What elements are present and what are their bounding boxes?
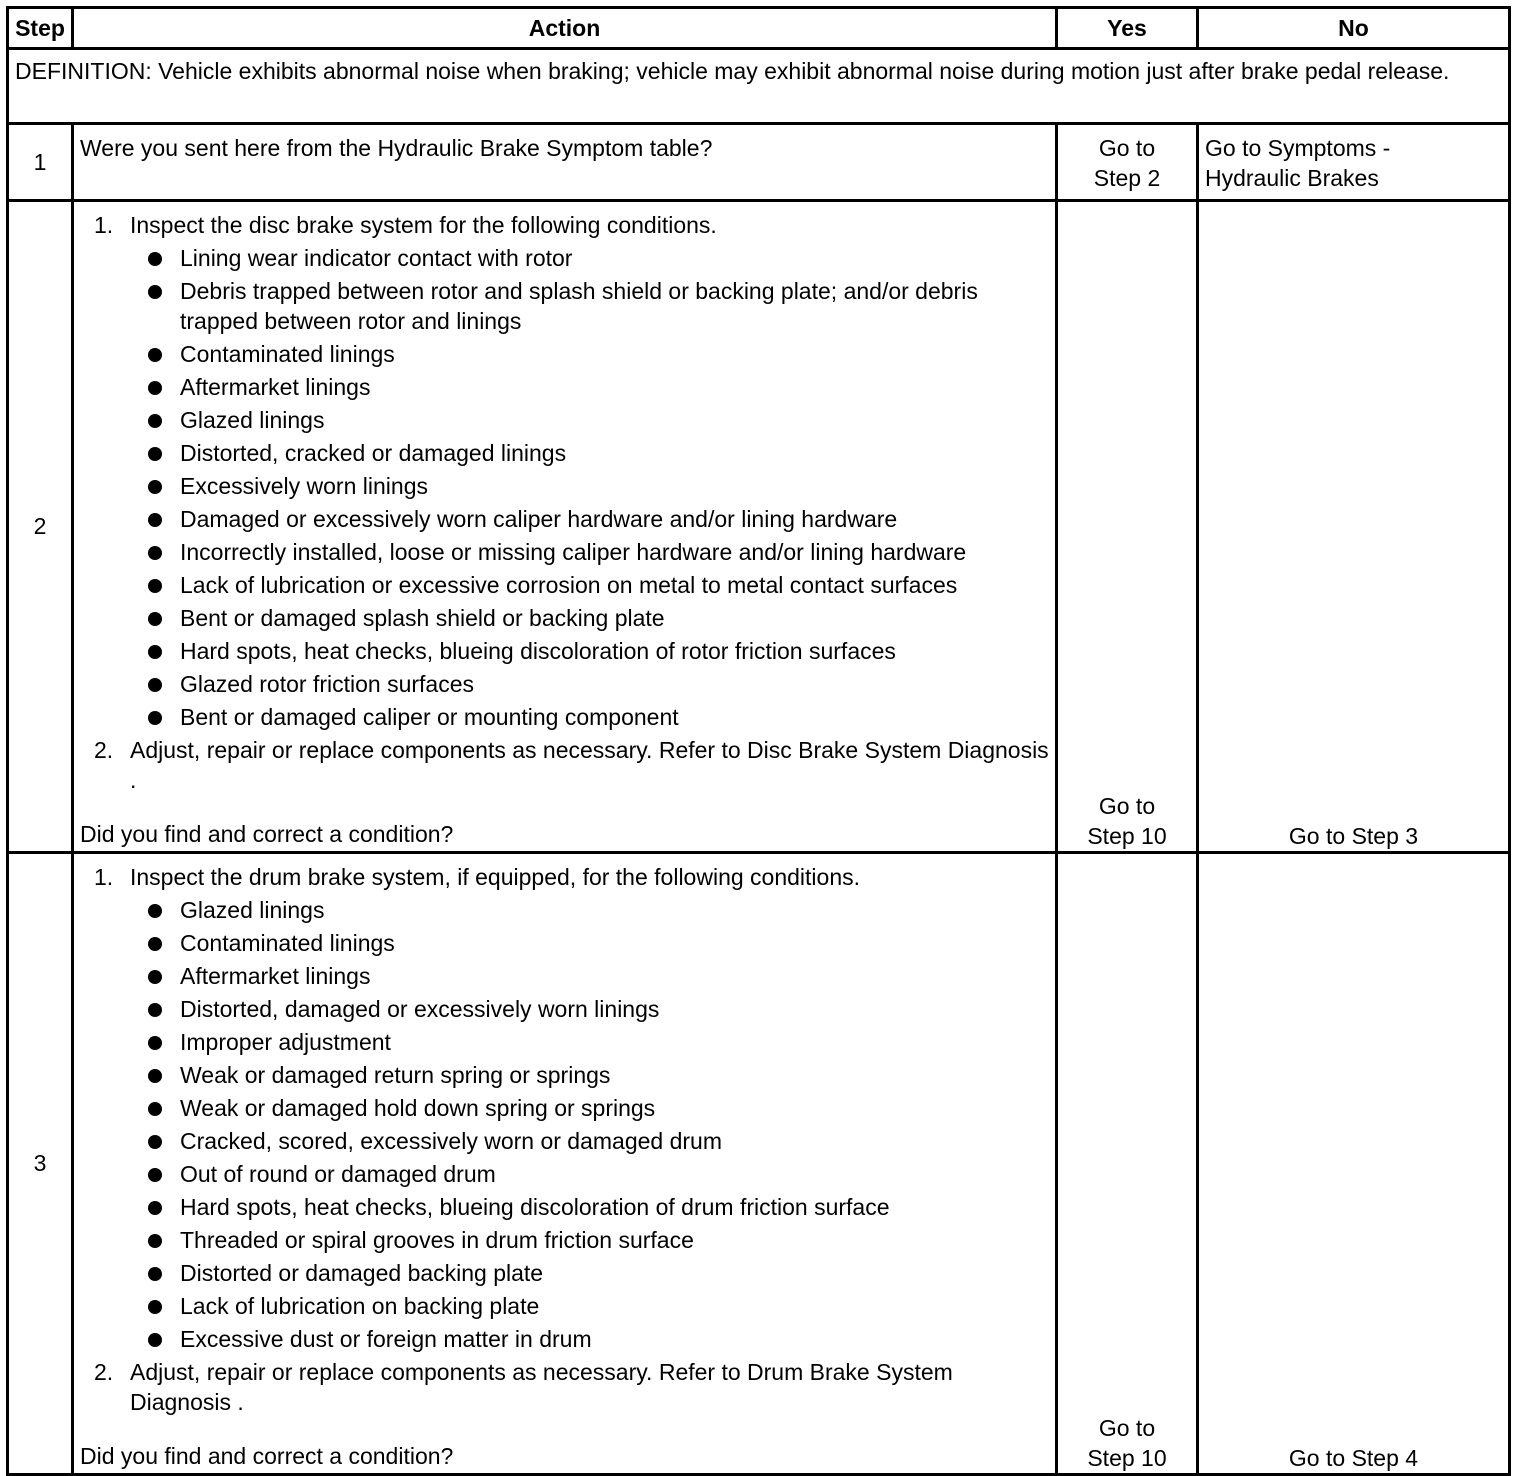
condition-text: Damaged or excessively worn caliper hardware and/or lining hardware — [180, 506, 898, 532]
bullet-icon — [148, 612, 162, 626]
bullet-icon — [148, 937, 162, 951]
step-number: 2 — [8, 201, 73, 853]
condition-text: Aftermarket linings — [180, 374, 371, 400]
condition-text: Weak or damaged hold down spring or springs — [180, 1095, 656, 1121]
header-no: No — [1198, 8, 1510, 49]
instruction-text: Inspect the drum brake system, if equipped, for the following conditions. — [130, 864, 861, 890]
instruction-number: 2. — [94, 1359, 114, 1385]
condition-item — [130, 504, 1049, 534]
action-text: Were you sent here from the Hydraulic Brake Symptom table? — [73, 124, 1057, 201]
condition-text: Hard spots, heat checks, blueing discoloration of drum friction surface — [180, 1194, 890, 1220]
instruction-text: Inspect the disc brake system for the following conditions. — [130, 212, 717, 238]
bullet-icon — [148, 285, 162, 299]
instruction-item — [80, 210, 1049, 732]
condition-item — [130, 570, 1049, 600]
bullet-icon — [148, 678, 162, 692]
instruction-text: Adjust, repair or replace components as necessary. Refer to Drum Brake System Diagnosis . — [130, 1359, 953, 1415]
instruction-list — [80, 210, 1049, 795]
bullet-icon — [148, 579, 162, 593]
condition-text: Threaded or spiral grooves in drum friction surface — [180, 1227, 694, 1253]
bullet-icon — [148, 970, 162, 984]
condition-text: Distorted, cracked or damaged linings — [180, 440, 567, 466]
condition-item — [130, 405, 1049, 435]
bullet-icon — [148, 1168, 162, 1182]
bullet-icon — [148, 645, 162, 659]
instruction-number: 2. — [94, 737, 114, 763]
condition-text: Bent or damaged splash shield or backing plate — [180, 605, 665, 631]
condition-text: Bent or damaged caliper or mounting component — [180, 704, 679, 730]
condition-item — [130, 603, 1049, 633]
condition-text: Improper adjustment — [180, 1029, 391, 1055]
condition-item — [130, 895, 1049, 925]
instruction-number: 1. — [94, 212, 114, 238]
yes-result: Go to Step 10 — [1057, 201, 1198, 853]
condition-item — [130, 537, 1049, 567]
condition-item — [130, 1093, 1049, 1123]
condition-list — [130, 895, 1049, 1354]
condition-text: Glazed linings — [180, 897, 325, 923]
condition-text: Lack of lubrication on backing plate — [180, 1293, 540, 1319]
condition-text: Aftermarket linings — [180, 963, 371, 989]
condition-text: Debris trapped between rotor and splash shield or backing plate; and/or debris trapped between rotor and linings — [180, 278, 978, 334]
condition-item — [130, 276, 1049, 336]
condition-item — [130, 994, 1049, 1024]
action-cell — [73, 201, 1057, 853]
diagnostic-table — [6, 6, 1511, 1476]
step-number: 1 — [8, 124, 73, 201]
condition-item — [130, 243, 1049, 273]
step-number: 3 — [8, 853, 73, 1475]
bullet-icon — [148, 711, 162, 725]
instruction-text: Adjust, repair or replace components as necessary. Refer to Disc Brake System Diagnosis . — [130, 737, 1049, 793]
condition-text: Lack of lubrication or excessive corrosion on metal to metal contact surfaces — [180, 572, 958, 598]
condition-text: Weak or damaged return spring or springs — [180, 1062, 611, 1088]
condition-text: Contaminated linings — [180, 930, 395, 956]
bullet-icon — [148, 252, 162, 266]
condition-item — [130, 438, 1049, 468]
condition-text: Excessive dust or foreign matter in drum — [180, 1326, 592, 1352]
bullet-icon — [148, 1300, 162, 1314]
yes-result: Go to Step 10 — [1057, 853, 1198, 1475]
no-result: Go to Step 4 — [1198, 853, 1510, 1475]
condition-text: Cracked, scored, excessively worn or damaged drum — [180, 1128, 723, 1154]
instruction-list — [80, 862, 1049, 1417]
bullet-icon — [148, 1234, 162, 1248]
condition-item — [130, 961, 1049, 991]
bullet-icon — [148, 480, 162, 494]
condition-list — [130, 243, 1049, 732]
condition-text: Glazed linings — [180, 407, 325, 433]
definition-row — [8, 49, 1510, 124]
question-text: Did you find and correct a condition? — [80, 821, 454, 847]
condition-item — [130, 339, 1049, 369]
condition-text: Contaminated linings — [180, 341, 395, 367]
bullet-icon — [148, 1333, 162, 1347]
header-action: Action — [73, 8, 1057, 49]
question-text: Did you find and correct a condition? — [80, 1443, 454, 1469]
definition-text: DEFINITION: Vehicle exhibits abnormal noise when braking; vehicle may exhibit abnormal noise during motion just after brake pedal release. — [8, 49, 1510, 124]
bullet-icon — [148, 414, 162, 428]
condition-text: Excessively worn linings — [180, 473, 428, 499]
bullet-icon — [148, 546, 162, 560]
bullet-icon — [148, 1201, 162, 1215]
instruction-item — [80, 862, 1049, 1354]
condition-text: Distorted or damaged backing plate — [180, 1260, 544, 1286]
condition-item — [130, 702, 1049, 732]
header-row — [8, 8, 1510, 49]
condition-item — [130, 1126, 1049, 1156]
condition-text: Distorted, damaged or excessively worn linings — [180, 996, 660, 1022]
condition-item — [130, 669, 1049, 699]
action-cell — [73, 853, 1057, 1475]
condition-item — [130, 1225, 1049, 1255]
header-yes: Yes — [1057, 8, 1198, 49]
bullet-icon — [148, 447, 162, 461]
bullet-icon — [148, 904, 162, 918]
instruction-number: 1. — [94, 864, 114, 890]
bullet-icon — [148, 1036, 162, 1050]
condition-text: Hard spots, heat checks, blueing discoloration of rotor friction surfaces — [180, 638, 896, 664]
table-row-step-2 — [8, 201, 1510, 853]
condition-text: Incorrectly installed, loose or missing caliper hardware and/or lining hardware — [180, 539, 967, 565]
bullet-icon — [148, 348, 162, 362]
table-row-step-1 — [8, 124, 1510, 201]
header-step: Step — [8, 8, 73, 49]
bullet-icon — [148, 1102, 162, 1116]
bullet-icon — [148, 1069, 162, 1083]
instruction-item — [80, 1357, 1049, 1417]
condition-item — [130, 1192, 1049, 1222]
condition-item — [130, 1291, 1049, 1321]
condition-item — [130, 1324, 1049, 1354]
instruction-item — [80, 735, 1049, 795]
yes-result: Go to Step 2 — [1057, 124, 1198, 201]
condition-item — [130, 1027, 1049, 1057]
condition-text: Glazed rotor friction surfaces — [180, 671, 475, 697]
condition-item — [130, 471, 1049, 501]
condition-item — [130, 1060, 1049, 1090]
condition-item — [130, 1159, 1049, 1189]
condition-item — [130, 372, 1049, 402]
no-result: Go to Symptoms - Hydraulic Brakes — [1198, 124, 1510, 201]
bullet-icon — [148, 1267, 162, 1281]
condition-text: Out of round or damaged drum — [180, 1161, 496, 1187]
table-row-step-3 — [8, 853, 1510, 1475]
condition-item — [130, 1258, 1049, 1288]
no-result: Go to Step 3 — [1198, 201, 1510, 853]
bullet-icon — [148, 1003, 162, 1017]
condition-item — [130, 928, 1049, 958]
condition-text: Lining wear indicator contact with rotor — [180, 245, 573, 271]
bullet-icon — [148, 381, 162, 395]
bullet-icon — [148, 513, 162, 527]
bullet-icon — [148, 1135, 162, 1149]
condition-item — [130, 636, 1049, 666]
